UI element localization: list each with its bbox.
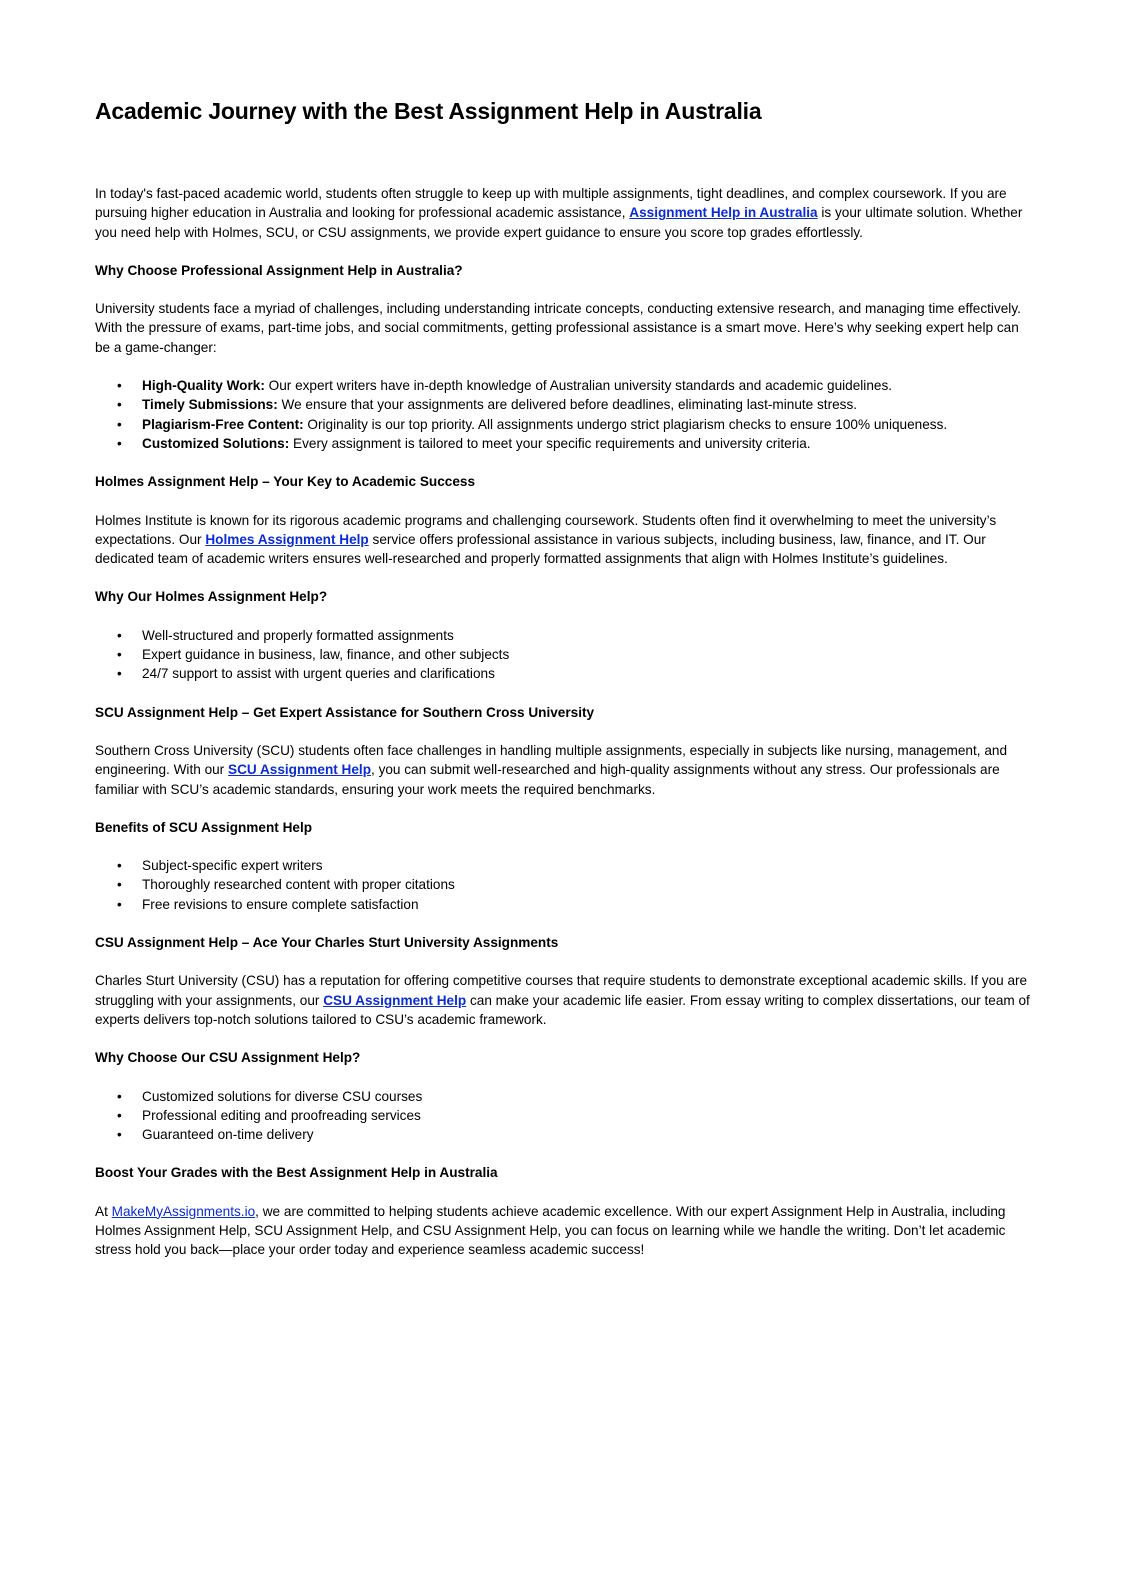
intro-text-before: In today's fast-paced academic world, students often struggle to keep up with multiple assignments, tight deadlines, and complex coursework. If you are pursuing higher education in Australia and looking for professional academic assistance, <box>95 186 1007 221</box>
csu-text-after: can make your academic life easier. From essay writing to complex dissertations, our team of experts delivers top-notch solutions tailored to CSU’s academic framework. <box>95 992 1030 1027</box>
list-item-text: Expert guidance in business, law, finance, and other subjects <box>142 647 510 663</box>
list-item-text: Thoroughly researched content with proper citations <box>142 877 455 893</box>
scu-text-before: Southern Cross University (SCU) students often face challenges in handling multiple assignments, especially in subjects like nursing, management, and engineering. With our <box>95 742 1008 778</box>
csu-why-heading: Why Choose Our CSU Assignment Help? <box>95 1050 361 1066</box>
scu-text-after: , you can submit well-researched and high-quality assignments without any stress. Our professionals are familiar with SCU’s academic standards, ensuring your work meets the required benchmarks. <box>95 762 1000 797</box>
csu-paragraph <box>95 971 1035 1029</box>
bullet-icon: • <box>117 877 122 893</box>
assignment-help-australia-link[interactable]: Assignment Help in Australia <box>629 205 818 221</box>
holmes-list <box>95 626 1035 684</box>
list-item <box>95 856 1035 875</box>
bullet-icon: • <box>117 858 122 874</box>
holmes-text-before: Holmes Institute is known for its rigorous academic programs and challenging coursework. Students often find it overwhelming to meet the university’s expectations. Our <box>95 512 997 547</box>
list-item-text: Professional editing and proofreading services <box>142 1107 421 1123</box>
list-item-label: Customized Solutions: <box>142 435 290 451</box>
boost-text-after: , we are committed to helping students achieve academic excellence. With our expert Assignment Help in Australia, including Holmes Assignment Help, SCU Assignment Help, and CSU Assignment Help, you can focus on learning while we handle the writing. Don’t let academic stress hold you back—place your order today and experience seamless academic success! <box>95 1203 1006 1258</box>
document-content <box>95 96 1035 1260</box>
bullet-icon: • <box>117 896 122 912</box>
csu-heading: CSU Assignment Help – Ace Your Charles Sturt University Assignments <box>95 935 559 951</box>
list-item <box>95 895 1035 914</box>
list-item <box>95 875 1035 894</box>
list-item-text: Well-structured and properly formatted assignments <box>142 627 454 643</box>
list-item-label: Plagiarism-Free Content: <box>142 416 304 432</box>
list-item <box>95 645 1035 664</box>
list-item-text: Every assignment is tailored to meet your specific requirements and university criteria. <box>289 435 811 451</box>
list-item-text: Guaranteed on-time delivery <box>142 1127 314 1143</box>
why-choose-list <box>95 376 1035 453</box>
holmes-text-after: service offers professional assistance in various subjects, including business, law, finance, and IT. Our dedicated team of academic writers ensures well-researched and properly formatted assignments that align with Holmes Institute’s guidelines. <box>95 531 986 567</box>
list-item <box>95 395 1035 414</box>
scu-heading: SCU Assignment Help – Get Expert Assistance for Southern Cross University <box>95 704 595 720</box>
list-item-text: Free revisions to ensure complete satisfaction <box>142 896 419 912</box>
list-item <box>95 415 1035 434</box>
csu-list <box>95 1087 1035 1145</box>
scu-paragraph <box>95 741 1035 799</box>
boost-heading: Boost Your Grades with the Best Assignment Help in Australia <box>95 1165 498 1181</box>
holmes-paragraph <box>95 511 1035 569</box>
list-item <box>95 626 1035 645</box>
scu-assignment-help-link[interactable]: SCU Assignment Help <box>228 762 372 778</box>
list-item <box>95 1125 1035 1144</box>
list-item <box>95 1087 1035 1106</box>
csu-assignment-help-link[interactable]: CSU Assignment Help <box>323 992 467 1008</box>
list-item-text: We ensure that your assignments are delivered before deadlines, eliminating last-minute stress. <box>277 397 858 413</box>
bullet-icon: • <box>117 627 122 643</box>
bullet-icon: • <box>117 435 122 451</box>
csu-text-before: Charles Sturt University (CSU) has a reputation for offering competitive courses that require students to demonstrate exceptional academic skills. If you are struggling with your assignments, our <box>95 973 1028 1008</box>
list-item-text: 24/7 support to assist with urgent queries and clarifications <box>142 666 495 682</box>
why-choose-heading: Why Choose Professional Assignment Help in Australia? <box>95 262 463 278</box>
bullet-icon: • <box>117 1107 122 1123</box>
holmes-why-heading: Why Our Holmes Assignment Help? <box>95 589 328 605</box>
bullet-icon: • <box>117 1088 122 1104</box>
list-item-text: Subject-specific expert writers <box>142 858 323 874</box>
bullet-icon: • <box>117 397 122 413</box>
makemyassignments-link[interactable]: MakeMyAssignments.io <box>111 1203 256 1219</box>
page-title: Academic Journey with the Best Assignment Help in Australia <box>95 98 762 124</box>
list-item <box>95 376 1035 395</box>
list-item-text: Customized solutions for diverse CSU courses <box>142 1088 423 1104</box>
bullet-icon: • <box>117 666 122 682</box>
bullet-icon: • <box>117 1127 122 1143</box>
why-choose-paragraph: University students face a myriad of challenges, including understanding intricate concepts, conducting extensive research, and managing time effectively. With the pressure of exams, part-time jobs, and social commitments, getting professional assistance is a smart move. Here’s why seeking expert help can be a game-changer: <box>95 301 1021 355</box>
list-item-label: High-Quality Work: <box>142 378 265 394</box>
intro-paragraph <box>95 184 1035 242</box>
holmes-heading: Holmes Assignment Help – Your Key to Academic Success <box>95 474 476 490</box>
list-item-text: Originality is our top priority. All assignments undergo strict plagiarism checks to ensure 100% uniqueness. <box>303 416 948 432</box>
list-item <box>95 1106 1035 1125</box>
boost-paragraph <box>95 1202 1035 1260</box>
bullet-icon: • <box>117 416 122 432</box>
scu-benefits-heading: Benefits of SCU Assignment Help <box>95 819 313 835</box>
list-item-label: Timely Submissions: <box>142 397 278 413</box>
bullet-icon: • <box>117 378 122 394</box>
holmes-assignment-help-link[interactable]: Holmes Assignment Help <box>205 531 369 547</box>
scu-list <box>95 856 1035 914</box>
bullet-icon: • <box>117 647 122 663</box>
list-item-text: Our expert writers have in-depth knowledge of Australian university standards and academic guidelines. <box>264 378 893 394</box>
intro-text-after: is your ultimate solution. Whether you need help with Holmes, SCU, or CSU assignments, we provide expert guidance to ensure you score top grades effortlessly. <box>95 205 1023 240</box>
list-item <box>95 434 1035 453</box>
boost-text-before: At <box>95 1203 112 1219</box>
list-item <box>95 664 1035 683</box>
